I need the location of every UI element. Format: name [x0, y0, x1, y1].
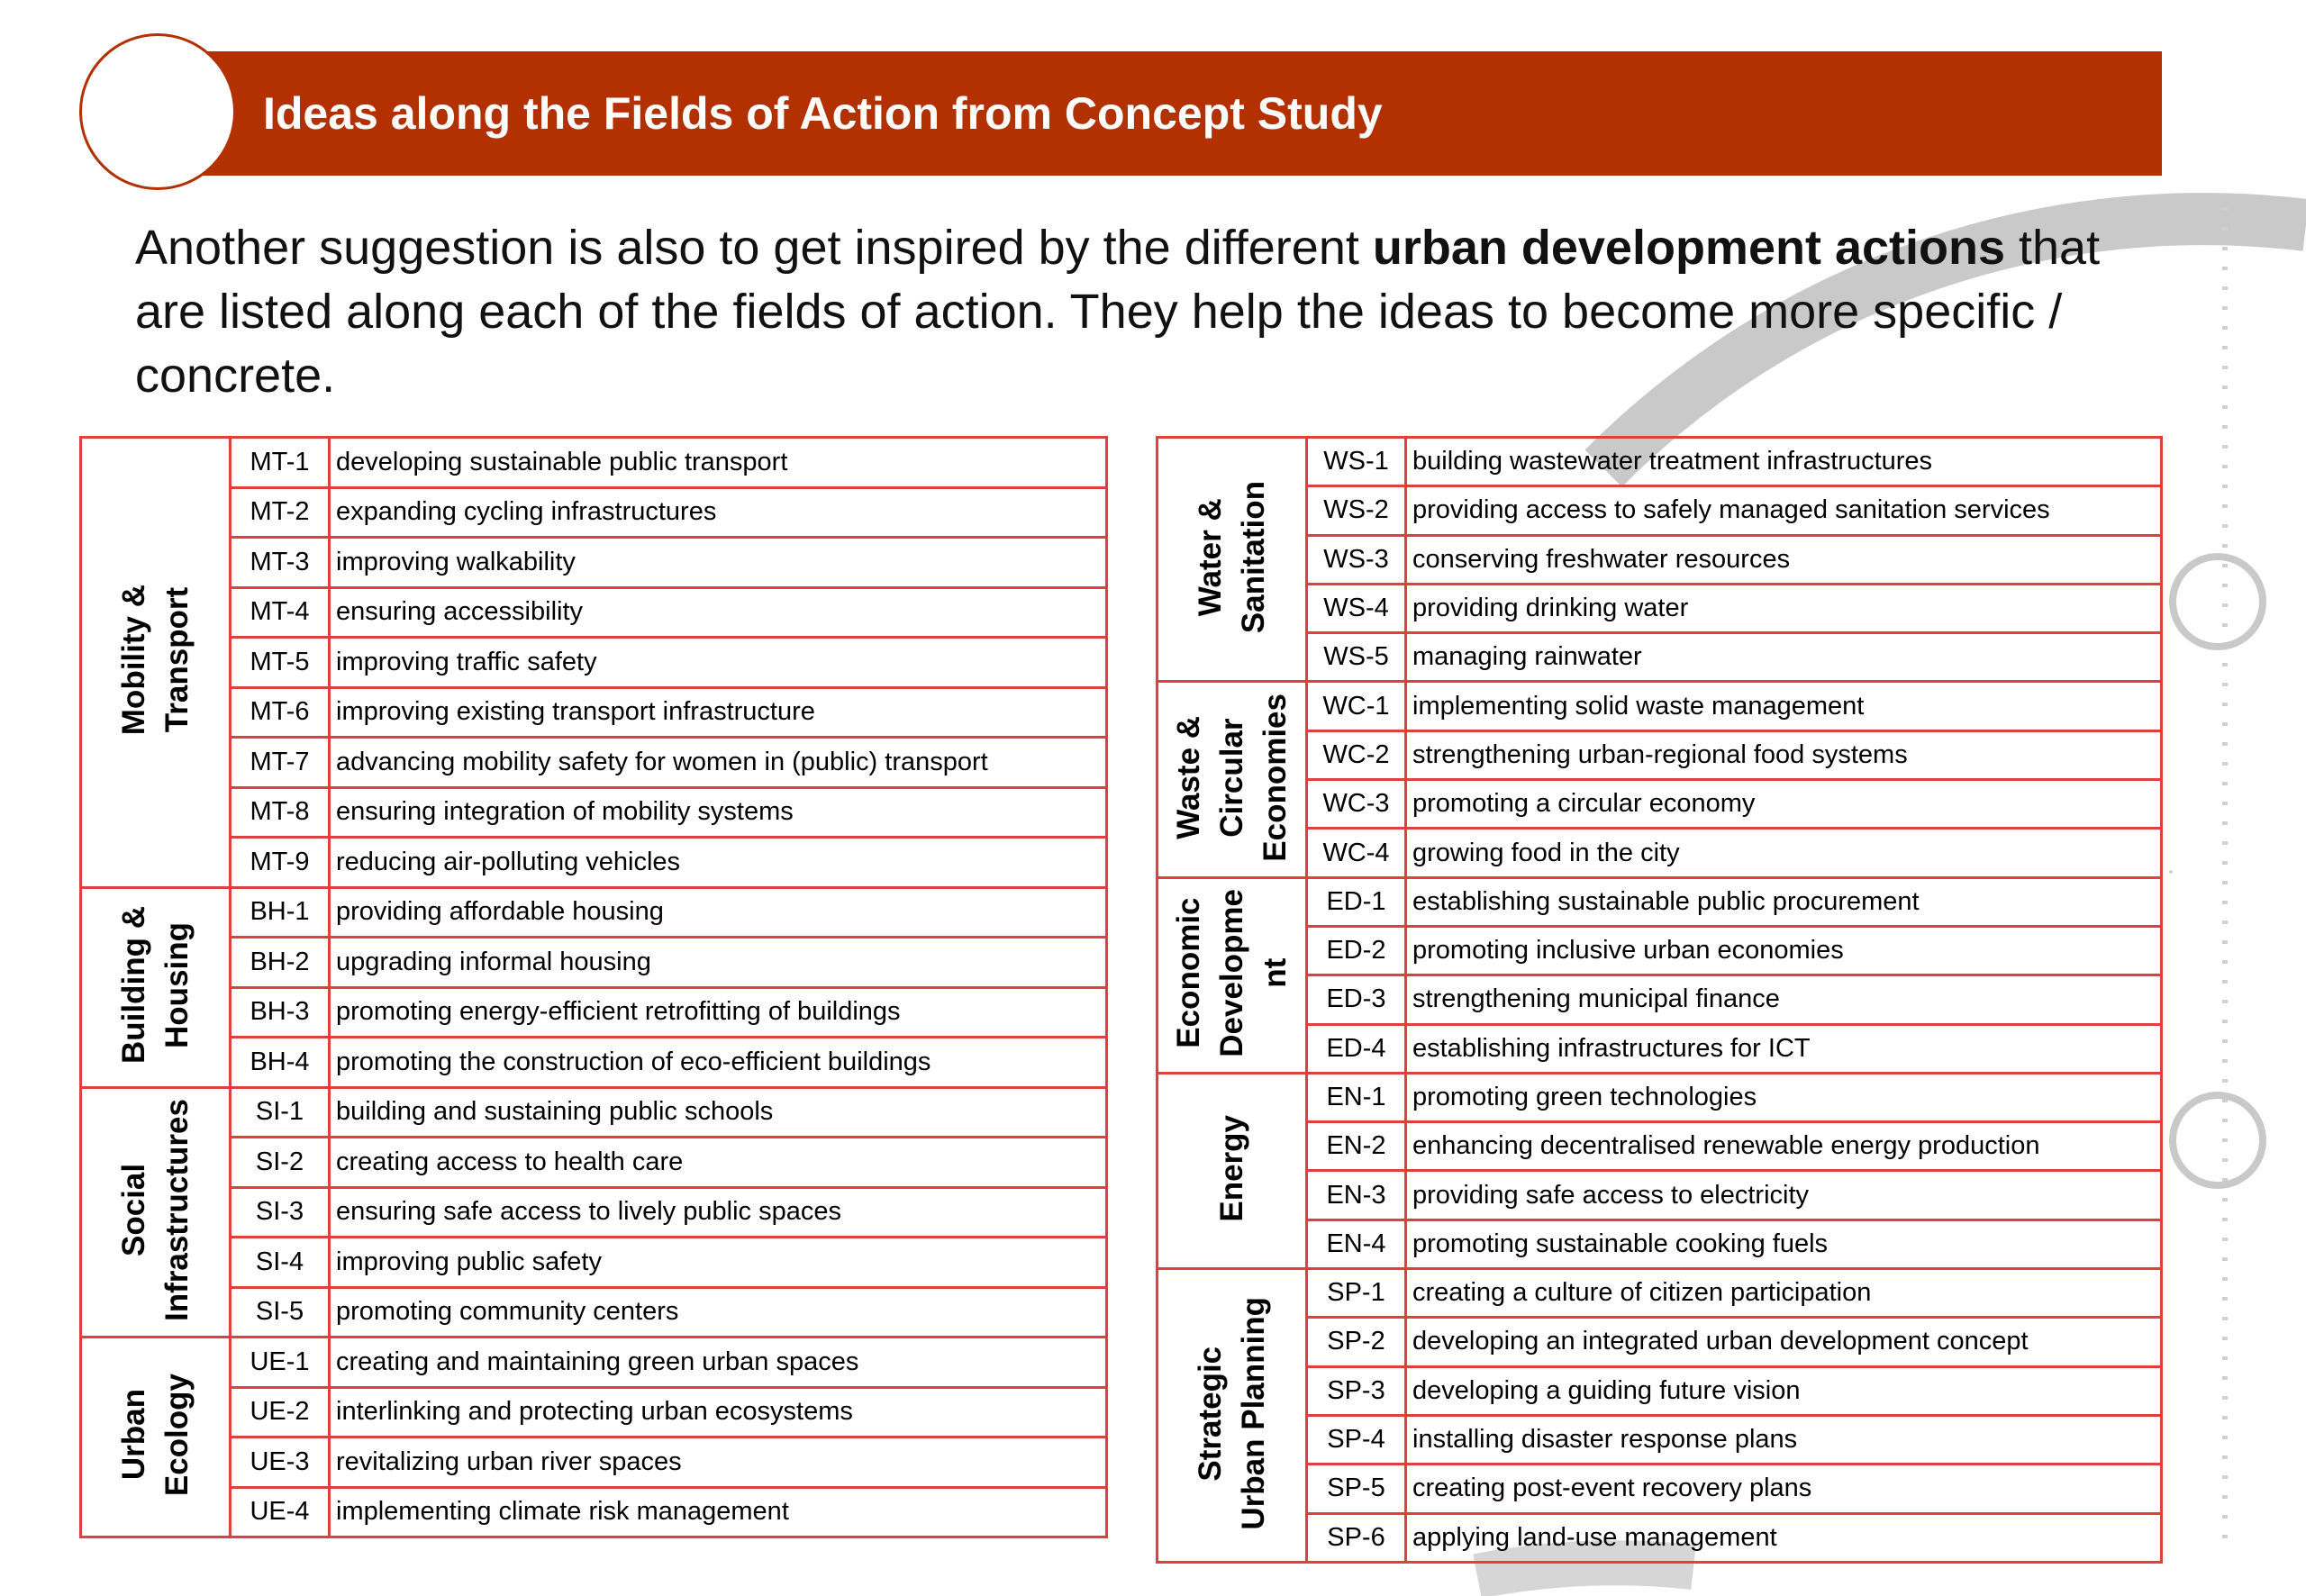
action-row	[81, 438, 1107, 488]
action-description: creating post-event recovery plans	[1406, 1465, 2162, 1513]
action-code: SP-2	[1307, 1318, 1406, 1366]
action-row	[81, 838, 1107, 888]
action-description: strengthening municipal finance	[1406, 975, 2162, 1024]
action-description: providing safe access to electricity	[1406, 1171, 2162, 1220]
action-description: establishing infrastructures for ICT	[1406, 1024, 2162, 1073]
action-description: improving traffic safety	[330, 638, 1107, 688]
action-description: developing sustainable public transport	[330, 438, 1107, 488]
action-description: ensuring safe access to lively public spaces	[330, 1187, 1107, 1238]
category-label: Strategic Urban Planning	[1192, 1296, 1271, 1530]
action-description: providing access to safely managed sanitation services	[1406, 486, 2162, 535]
action-code: WC-4	[1307, 829, 1406, 877]
action-row	[1158, 829, 2162, 877]
action-row	[81, 738, 1107, 788]
action-row	[81, 1437, 1107, 1488]
action-code: ED-1	[1307, 877, 1406, 926]
action-code: UE-4	[231, 1487, 330, 1537]
category-cell	[81, 438, 231, 888]
action-row	[81, 1138, 1107, 1188]
action-row	[1158, 877, 2162, 926]
action-row	[81, 1487, 1107, 1537]
action-code: EN-4	[1307, 1220, 1406, 1268]
action-row	[1158, 1415, 2162, 1464]
action-code: EN-2	[1307, 1122, 1406, 1171]
action-code: BH-1	[231, 887, 330, 938]
action-code: MT-6	[231, 687, 330, 738]
category-label: Urban Ecology	[115, 1373, 195, 1497]
action-code: MT-5	[231, 638, 330, 688]
action-code: UE-2	[231, 1387, 330, 1437]
category-cell	[81, 1338, 231, 1537]
action-code: WS-3	[1307, 535, 1406, 584]
action-row	[1158, 1465, 2162, 1513]
action-row	[1158, 1073, 2162, 1121]
category-cell	[1158, 877, 1307, 1073]
action-description: developing a guiding future vision	[1406, 1366, 2162, 1415]
action-description: growing food in the city	[1406, 829, 2162, 877]
action-row	[81, 887, 1107, 938]
action-code: BH-3	[231, 987, 330, 1038]
action-code: SI-3	[231, 1187, 330, 1238]
action-row	[81, 587, 1107, 638]
action-row	[81, 938, 1107, 988]
category-cell	[1158, 1269, 1307, 1563]
action-row	[1158, 1366, 2162, 1415]
action-description: creating a culture of citizen participation	[1406, 1269, 2162, 1318]
action-row	[1158, 438, 2162, 486]
category-label: Energy	[1213, 1115, 1249, 1222]
action-row	[81, 787, 1107, 838]
action-description: applying land-use management	[1406, 1513, 2162, 1562]
action-description: providing affordable housing	[330, 887, 1107, 938]
action-description: establishing sustainable public procurement	[1406, 877, 2162, 926]
action-row	[1158, 1024, 2162, 1073]
action-code: SP-1	[1307, 1269, 1406, 1318]
action-code: UE-1	[231, 1338, 330, 1388]
action-code: MT-3	[231, 538, 330, 588]
action-description: advancing mobility safety for women in (public) transport	[330, 738, 1107, 788]
action-row	[81, 487, 1107, 538]
action-description: promoting green technologies	[1406, 1073, 2162, 1121]
category-label: Social Infrastructures	[115, 1098, 195, 1321]
action-description: promoting energy-efficient retrofitting of buildings	[330, 987, 1107, 1038]
action-description: ensuring integration of mobility systems	[330, 787, 1107, 838]
action-row	[81, 687, 1107, 738]
action-code: SP-6	[1307, 1513, 1406, 1562]
action-row	[81, 987, 1107, 1038]
action-row	[81, 1338, 1107, 1388]
category-cell	[81, 887, 231, 1087]
action-description: strengthening urban-regional food systems	[1406, 730, 2162, 779]
action-row	[1158, 682, 2162, 730]
action-description: creating and maintaining green urban spaces	[330, 1338, 1107, 1388]
intro-text-start: Another suggestion is also to get inspired by the different	[135, 221, 1373, 275]
action-code: WS-5	[1307, 633, 1406, 682]
action-code: SI-1	[231, 1087, 330, 1138]
action-row	[81, 1238, 1107, 1288]
category-cell	[1158, 438, 1307, 682]
category-cell	[81, 1087, 231, 1338]
action-code: SP-5	[1307, 1465, 1406, 1513]
action-description: improving public safety	[330, 1238, 1107, 1288]
action-description: expanding cycling infrastructures	[330, 487, 1107, 538]
action-description: creating access to health care	[330, 1138, 1107, 1188]
action-row	[1158, 780, 2162, 829]
action-code: SI-2	[231, 1138, 330, 1188]
action-description: building and sustaining public schools	[330, 1087, 1107, 1138]
action-row	[81, 1087, 1107, 1138]
action-code: ED-3	[1307, 975, 1406, 1024]
intro-emphasis: urban development actions	[1372, 221, 2006, 275]
action-code: SI-4	[231, 1238, 330, 1288]
action-description: upgrading informal housing	[330, 938, 1107, 988]
action-row	[81, 1187, 1107, 1238]
action-row	[1158, 1171, 2162, 1220]
title-circle-ornament	[79, 33, 236, 190]
action-code: WC-2	[1307, 730, 1406, 779]
action-description: enhancing decentralised renewable energy production	[1406, 1122, 2162, 1171]
action-row	[1158, 633, 2162, 682]
action-code: UE-3	[231, 1437, 330, 1488]
action-description: revitalizing urban river spaces	[330, 1437, 1107, 1488]
action-code: MT-9	[231, 838, 330, 888]
fields-of-action-table-right	[1156, 436, 2163, 1564]
action-code: SP-4	[1307, 1415, 1406, 1464]
category-label: Economic Developme nt	[1170, 888, 1293, 1057]
action-row	[1158, 730, 2162, 779]
action-description: improving walkability	[330, 538, 1107, 588]
action-code: BH-4	[231, 1038, 330, 1088]
action-row	[1158, 1513, 2162, 1562]
action-description: implementing climate risk management	[330, 1487, 1107, 1537]
action-description: ensuring accessibility	[330, 587, 1107, 638]
action-code: WC-3	[1307, 780, 1406, 829]
action-row	[1158, 1269, 2162, 1318]
category-label: Mobility & Transport	[115, 585, 195, 736]
category-cell	[1158, 1073, 1307, 1268]
action-code: EN-3	[1307, 1171, 1406, 1220]
action-code: WS-2	[1307, 486, 1406, 535]
action-description: improving existing transport infrastructure	[330, 687, 1107, 738]
action-row	[1158, 975, 2162, 1024]
action-row	[81, 1387, 1107, 1437]
action-code: MT-1	[231, 438, 330, 488]
action-code: MT-8	[231, 787, 330, 838]
action-row	[1158, 486, 2162, 535]
action-code: MT-7	[231, 738, 330, 788]
action-row	[1158, 584, 2162, 632]
action-code: EN-1	[1307, 1073, 1406, 1121]
action-row	[1158, 926, 2162, 975]
action-row	[1158, 1220, 2162, 1268]
category-label: Water & Sanitation	[1192, 481, 1271, 634]
action-description: reducing air-polluting vehicles	[330, 838, 1107, 888]
action-code: SP-3	[1307, 1366, 1406, 1415]
action-description: building wastewater treatment infrastructures	[1406, 438, 2162, 486]
intro-text-end: that are listed along each of the fields of action. They help the ideas to become more specific / concrete.	[135, 221, 2101, 403]
action-row	[81, 638, 1107, 688]
action-row	[1158, 535, 2162, 584]
action-description: promoting community centers	[330, 1287, 1107, 1338]
action-row	[81, 1287, 1107, 1338]
slide-title: Ideas along the Fields of Action from Concept Study	[263, 88, 1383, 139]
action-code: BH-2	[231, 938, 330, 988]
action-description: providing drinking water	[1406, 584, 2162, 632]
action-description: interlinking and protecting urban ecosystems	[330, 1387, 1107, 1437]
action-description: managing rainwater	[1406, 633, 2162, 682]
action-description: conserving freshwater resources	[1406, 535, 2162, 584]
category-label: Building & Housing	[115, 906, 195, 1064]
action-row	[1158, 1318, 2162, 1366]
action-code: WS-1	[1307, 438, 1406, 486]
fields-of-action-table-left	[79, 436, 1108, 1538]
action-row	[81, 1038, 1107, 1088]
action-row	[81, 538, 1107, 588]
action-code: SI-5	[231, 1287, 330, 1338]
action-description: promoting the construction of eco-efficient buildings	[330, 1038, 1107, 1088]
action-code: WC-1	[1307, 682, 1406, 730]
action-description: promoting sustainable cooking fuels	[1406, 1220, 2162, 1268]
action-code: ED-4	[1307, 1024, 1406, 1073]
category-cell	[1158, 682, 1307, 877]
action-description: promoting inclusive urban economies	[1406, 926, 2162, 975]
action-row	[1158, 1122, 2162, 1171]
intro-paragraph	[135, 216, 2162, 408]
action-code: MT-2	[231, 487, 330, 538]
category-label: Waste & Circular Economies	[1170, 693, 1293, 862]
action-code: MT-4	[231, 587, 330, 638]
action-code: WS-4	[1307, 584, 1406, 632]
action-description: installing disaster response plans	[1406, 1415, 2162, 1464]
action-description: developing an integrated urban development concept	[1406, 1318, 2162, 1366]
action-description: promoting a circular economy	[1406, 780, 2162, 829]
action-description: implementing solid waste management	[1406, 682, 2162, 730]
action-code: ED-2	[1307, 926, 1406, 975]
